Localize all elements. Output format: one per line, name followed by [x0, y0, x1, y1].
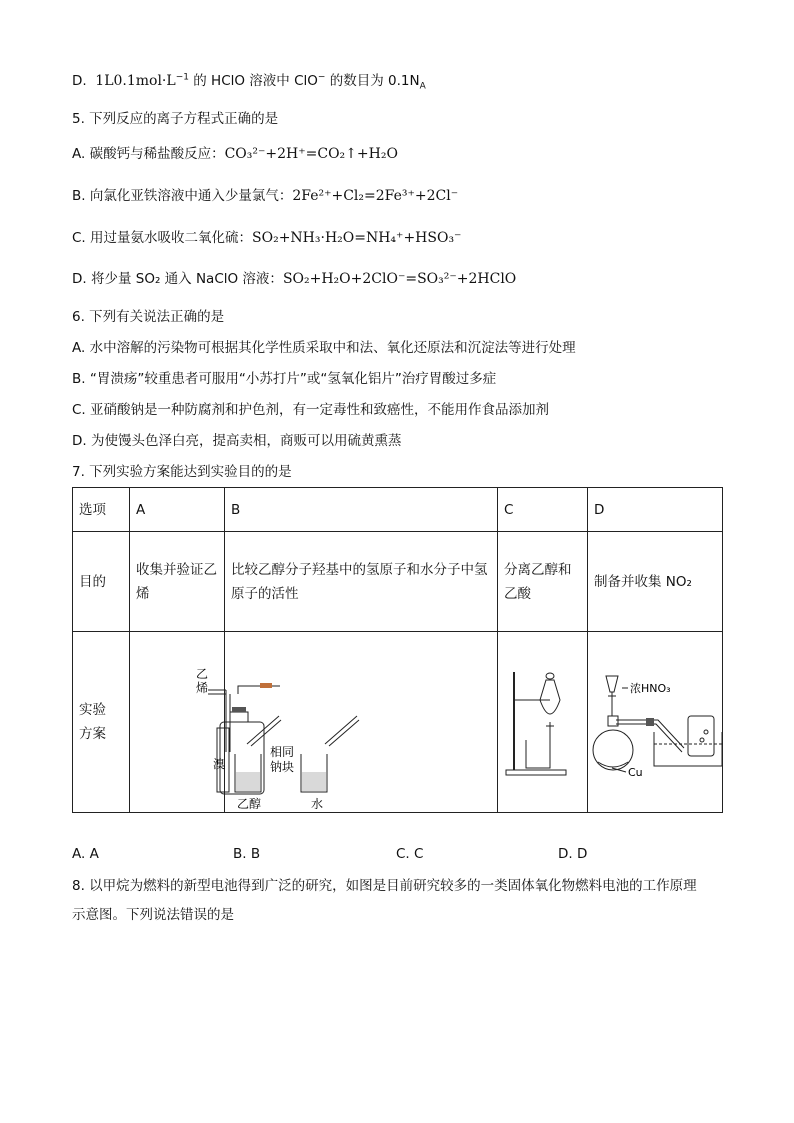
q4-d-sup-2: −: [317, 72, 326, 83]
apparatus-c-figure: [498, 632, 588, 804]
table-purpose-row: [73, 532, 723, 632]
gas-label-2: 烯: [196, 681, 209, 695]
q5-option-d: [72, 270, 516, 288]
q4-d-text-2: 的 HClO 溶液中 ClO: [188, 73, 318, 89]
q5-a-equation: CO₃²⁻+2H⁺=CO₂↑+H₂O: [224, 146, 398, 162]
q7-choice-b: B. B: [233, 846, 261, 862]
q6-option-b: B. “胃溃疡”较重患者可服用“小苏打片”或“氢氧化铝片”治疗胃酸过多症: [72, 371, 497, 387]
header-cell: B: [225, 488, 498, 532]
scheme-a: [130, 632, 225, 813]
scheme-label: [73, 632, 130, 813]
apparatus-b-figure: [213, 632, 498, 811]
scheme-d: [588, 632, 723, 813]
purpose-label: 目的: [73, 532, 130, 632]
q5-option-c: [72, 229, 461, 247]
bromine-label: 溴: [213, 757, 226, 771]
q7-table: [72, 487, 723, 813]
purpose-c: 分离乙醇和乙酸: [498, 532, 588, 632]
ethanol-label: 乙醇: [237, 797, 262, 811]
q7-choice-a: A. A: [72, 846, 99, 862]
q7-choice-d: D. D: [558, 846, 588, 862]
header-cell: D: [588, 488, 723, 532]
q6-option-a: A. 水中溶解的污染物可根据其化学性质采取中和法、氧化还原法和沉淀法等进行处理: [72, 340, 576, 356]
q4-d-sup-1: −1: [175, 72, 189, 83]
scheme-c: [498, 632, 588, 813]
scheme-label-2: 方案: [79, 726, 106, 742]
scheme-b: [213, 632, 498, 813]
purpose-a: 收集并验证乙烯: [130, 532, 225, 632]
apparatus-d-figure: [588, 632, 723, 804]
same-label-1: 相同: [270, 745, 295, 759]
q7-stem: 7. 下列实验方案能达到实验目的的是: [72, 464, 292, 480]
q4-option-d: [72, 72, 426, 90]
q5-option-a: [72, 145, 398, 163]
q4-d-text-3: 的数目为 0.1N: [325, 73, 420, 89]
q5-c-label: C. 用过量氨水吸收二氧化硫：: [72, 230, 253, 246]
q5-c-equation: SO₂+NH₃·H₂O=NH₄⁺+HSO₃⁻: [252, 230, 462, 246]
scheme-label-1: 实验: [79, 702, 106, 718]
q6-option-c: C. 亚硝酸钠是一种防腐剂和护色剂，有一定毒性和致癌性，不能用作食品添加剂: [72, 402, 550, 418]
apparatus-a-figure: [130, 632, 225, 804]
same-label-2: 钠块: [270, 760, 295, 774]
q8-stem-line-1: 8. 以甲烷为燃料的新型电池得到广泛的研究，如图是目前研究较多的一类固体氧化物燃料电池的工作原理: [72, 878, 697, 894]
q6-stem: 6. 下列有关说法正确的是: [72, 309, 225, 325]
option-letter: D.: [72, 73, 87, 89]
purpose-b: 比较乙醇分子羟基中的氢原子和水分子中氢原子的活性: [225, 532, 498, 632]
q5-d-label: D. 将少量 SO₂ 通入 NaClO 溶液：: [72, 271, 283, 287]
q5-stem: 5. 下列反应的离子方程式正确的是: [72, 111, 279, 127]
q8-stem-line-2: 示意图。下列说法错误的是: [72, 907, 234, 923]
q7-choice-c: C. C: [396, 846, 424, 862]
header-cell: 选项: [73, 488, 130, 532]
q6-option-d: D. 为使馒头色泽白亮，提高卖相，商贩可以用硫黄熏蒸: [72, 433, 402, 449]
q4-d-sub-1: A: [419, 81, 426, 92]
q4-d-text-1: 1L0.1mol·L: [95, 73, 176, 89]
gas-label-1: 乙: [196, 667, 209, 681]
metal-label: Cu: [628, 766, 643, 779]
q5-a-label: A. 碳酸钙与稀盐酸反应：: [72, 146, 225, 162]
table-scheme-row: [73, 632, 723, 813]
header-cell: C: [498, 488, 588, 532]
q5-d-equation: SO₂+H₂O+2ClO⁻=SO₃²⁻+2HClO: [282, 271, 517, 287]
table-header-row: [73, 488, 723, 532]
water-label: 水: [311, 797, 324, 811]
q5-b-equation: 2Fe²⁺+Cl₂=2Fe³⁺+2Cl⁻: [292, 188, 459, 204]
q5-b-label: B. 向氯化亚铁溶液中通入少量氯气：: [72, 188, 293, 204]
purpose-d: 制备并收集 NO₂: [588, 532, 723, 632]
acid-label: 浓HNO₃: [630, 682, 671, 695]
q5-option-b: [72, 187, 458, 205]
header-cell: A: [130, 488, 225, 532]
